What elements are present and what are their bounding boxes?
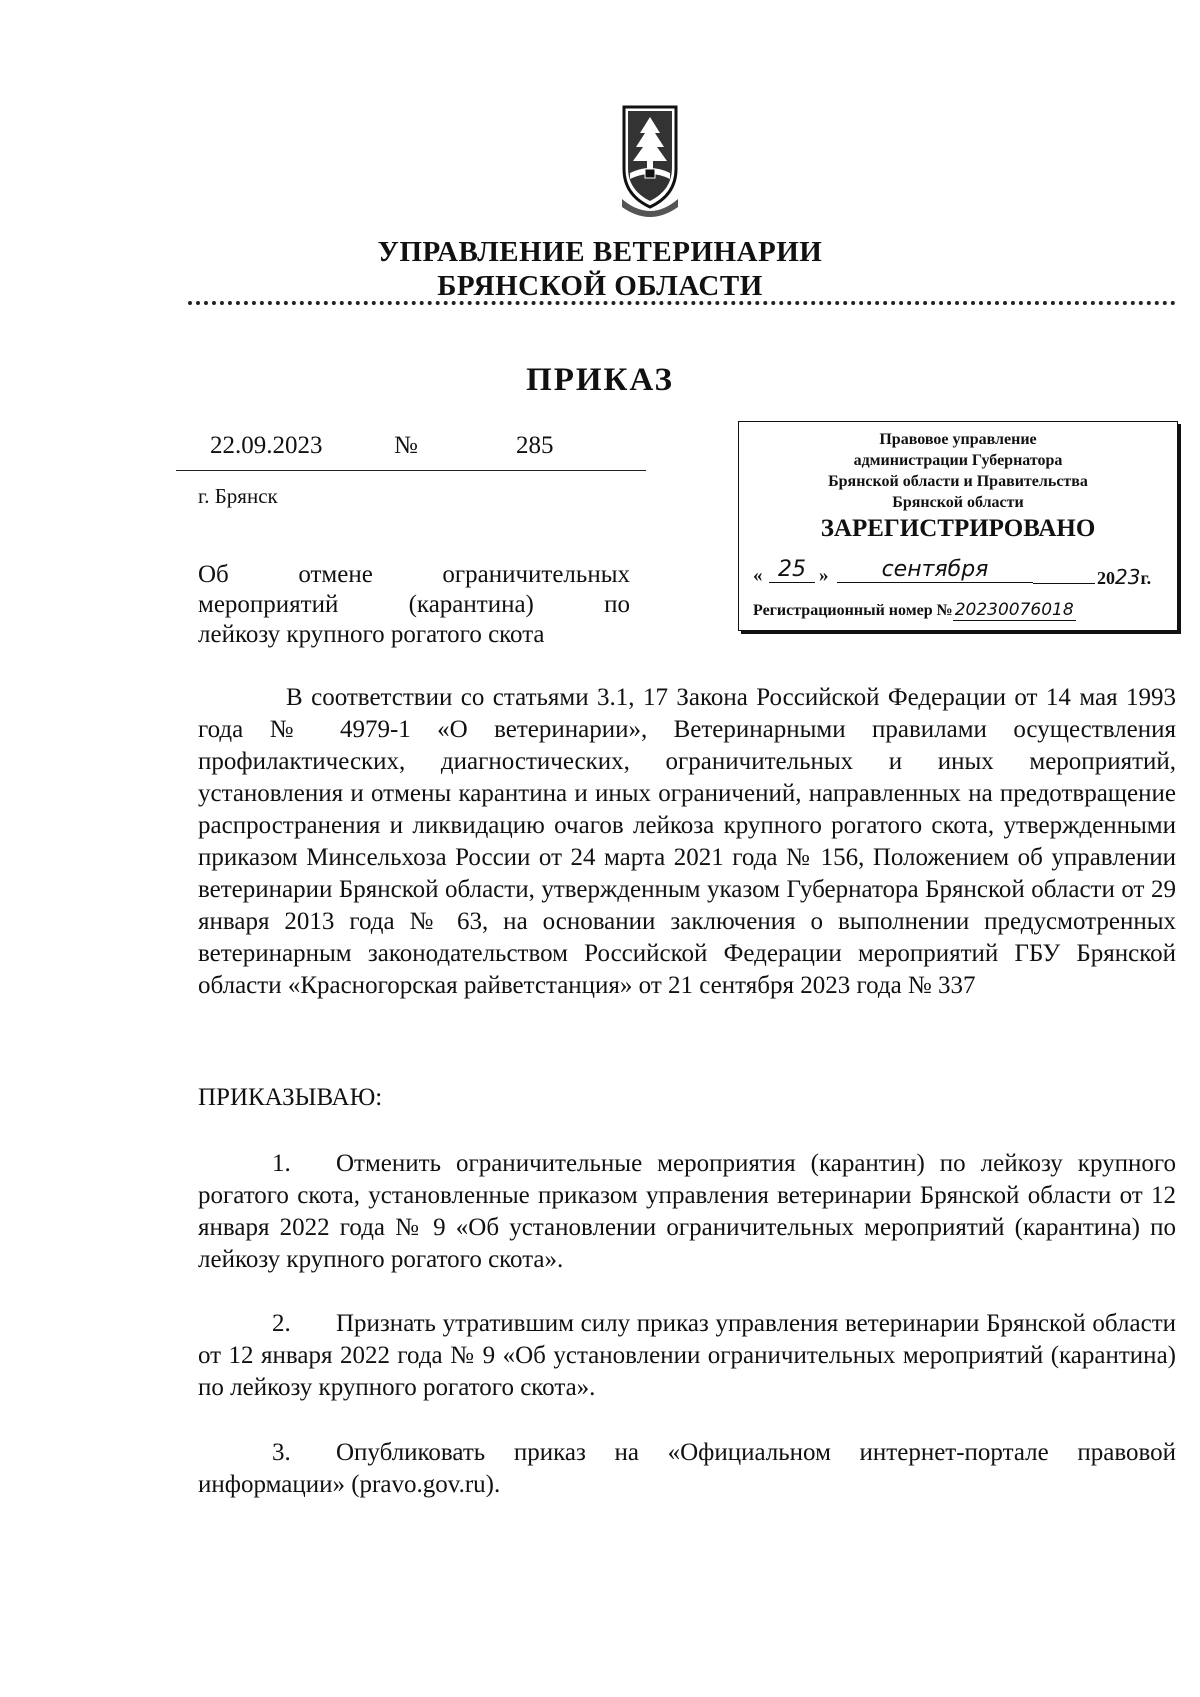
subject-line: Об отмене ограничительных <box>198 561 630 588</box>
stamp-registration-number <box>753 600 1163 620</box>
order-item <box>198 1148 1176 1276</box>
item-number: 2. <box>272 1310 291 1337</box>
order-item <box>198 1437 1176 1501</box>
stamp-year-suffix: г. <box>1140 568 1152 588</box>
stamp-blank-line <box>1033 565 1095 584</box>
item-number: 3. <box>272 1439 291 1466</box>
order-date: 22.09.2023 <box>210 432 323 459</box>
stamp-close-quote: » <box>819 565 829 586</box>
stamp-authority-line: Правовое управление <box>879 431 1037 448</box>
stamp-year-handwritten: 23 <box>1115 565 1141 589</box>
subject-line: лейкозу крупного рогатого скота <box>198 621 545 648</box>
stamp-regnum-label: Регистрационный номер № <box>753 602 953 619</box>
stamp-month-handwritten: сентября <box>837 557 1033 583</box>
stamp-registered-label: ЗАРЕГИСТРИРОВАНО <box>820 515 1096 542</box>
stamp-year-prefix: 20 <box>1097 568 1115 588</box>
order-subject <box>198 560 630 650</box>
order-word: ПРИКАЗЫВАЮ: <box>198 1084 383 1111</box>
item-number: 1. <box>272 1150 291 1177</box>
stamp-regnum-handwritten: 20230076018 <box>954 600 1074 620</box>
item-text: Признать утратившим силу приказ управления ветеринарии Брянской области от 12 января 2022 года № 9 «Об установлении ограничительных мероприятий (карантина) по лейкозу крупного рогатого скота». <box>198 1310 1176 1401</box>
stamp-year <box>1097 565 1151 589</box>
stamp-open-quote: « <box>753 565 763 586</box>
stamp-date-line <box>753 559 1163 589</box>
date-number-line <box>176 432 646 471</box>
stamp-day-handwritten: 25 <box>769 557 815 583</box>
preamble-paragraph: В соответствии со статьями 3.1, 17 Закона Российской Федерации от 14 мая 1993 года № 4979-1 «О ветеринарии», Ветеринарными правилами осуществления профилактических, диагностических, ограничительных и иных мероприятий, установления и отмены карантина и иных ограничений, направленных на предотвращение распространения и ликвидацию очагов лейкоза крупного рогатого скота, утвержденными приказом Минсельхоза России от 24 марта 2021 года № 156, Положением об управлении ветеринарии Брянской области, утвержденным указом Губернатора Брянской области от 29 января 2013 года № 63, на основании заключения о выполнении предусмотренных ветеринарным законодательством Российской Федерации мероприятий ГБУ Брянской области «Красногорская райветстанция» от 21 сентября 2023 года № 337 <box>198 684 1176 999</box>
organization-name-line1: УПРАВЛЕНИЕ ВЕТЕРИНАРИИ <box>377 236 823 268</box>
order-item <box>198 1308 1176 1404</box>
organization-name-line2: БРЯНСКОЙ ОБЛАСТИ <box>437 270 763 302</box>
number-sign: № <box>394 432 418 459</box>
order-number: 285 <box>516 432 554 459</box>
subject-line: мероприятий (карантина) по <box>198 591 630 618</box>
registration-stamp <box>738 421 1178 631</box>
coat-of-arms-icon <box>620 103 680 221</box>
dotted-divider <box>188 301 1176 305</box>
stamp-authority-line: администрации Губернатора <box>853 452 1063 469</box>
document-title: ПРИКАЗ <box>526 362 674 398</box>
item-text: Отменить ограничительные мероприятия (карантин) по лейкозу крупного рогатого скота, установленные приказом управления ветеринарии Брянской области от 12 января 2022 года № 9 «Об установлении ограничительных мероприятий (карантина) по лейкозу крупного рогатого скота». <box>198 1150 1176 1273</box>
item-text: Опубликовать приказ на «Официальном интернет-портале правовой информации» (pravo.gov.ru). <box>198 1439 1176 1498</box>
city: г. Брянск <box>198 484 278 508</box>
stamp-authority-line: Брянской области <box>892 494 1024 511</box>
stamp-authority-line: Брянской области и Правительства <box>828 473 1088 490</box>
